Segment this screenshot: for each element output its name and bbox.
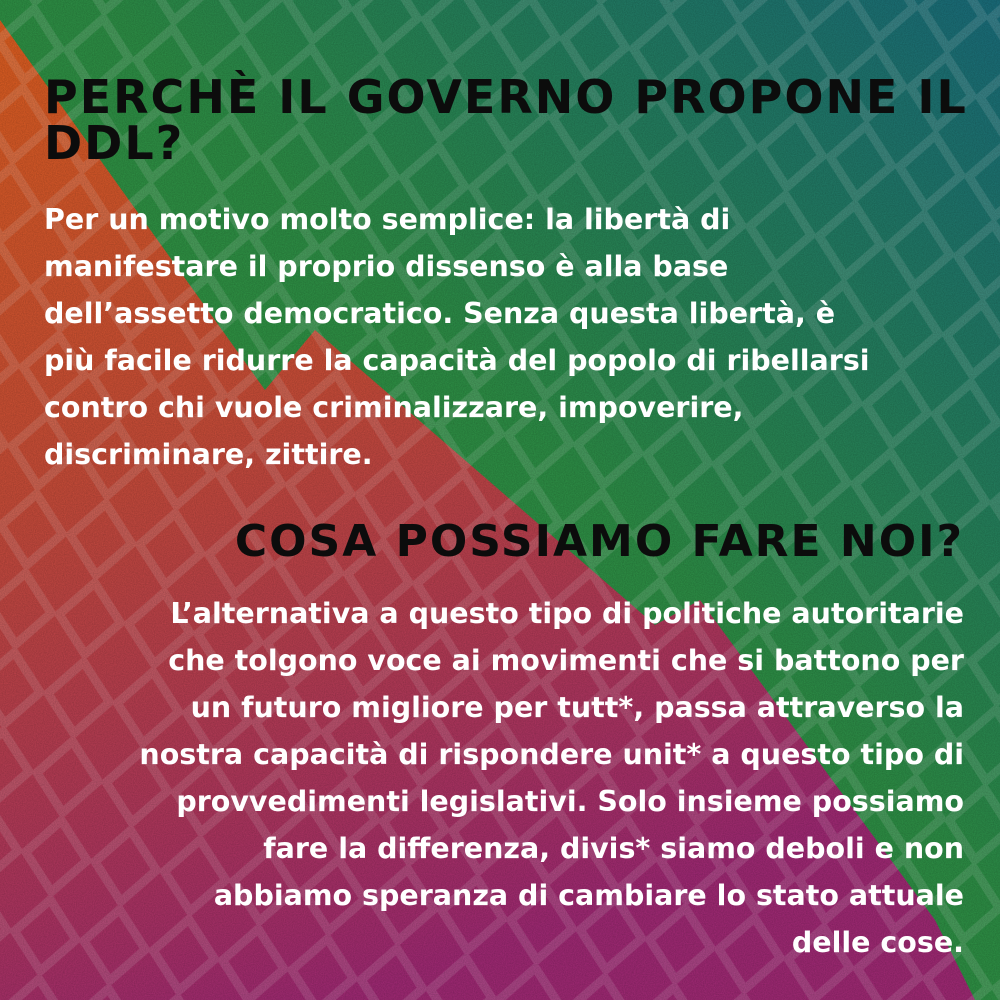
paragraph-line: più facile ridurre la capacità del popolo di ribellarsi bbox=[44, 344, 870, 377]
paragraph-line: abbiamo speranza di cambiare lo stato attuale bbox=[213, 879, 964, 912]
paragraph-line: discriminare, zittire. bbox=[44, 438, 373, 471]
heading-what-can-we-do: COSA POSSIAMO FARE NOI? bbox=[234, 516, 964, 567]
paragraph-line: provvedimenti legislativi. Solo insieme possiamo bbox=[176, 785, 964, 818]
heading-why-government bbox=[44, 70, 968, 170]
paragraph-line: un futuro migliore per tutt*, passa attraverso la bbox=[190, 691, 964, 724]
paragraph-why-government bbox=[44, 196, 984, 478]
paragraph-line: dell’assetto democratico. Senza questa libertà, è bbox=[44, 297, 836, 330]
paragraph-line: delle cose. bbox=[791, 926, 964, 959]
paragraph-line: che tolgono voce ai movimenti che si battono per bbox=[168, 644, 964, 677]
paragraph-line: fare la differenza, divis* siamo deboli e non bbox=[263, 832, 964, 865]
heading-line: DDL? bbox=[44, 116, 185, 170]
paragraph-line: L’alternativa a questo tipo di politiche autoritarie bbox=[170, 597, 964, 630]
paragraph-what-can-we-do bbox=[24, 590, 964, 966]
paragraph-line: manifestare il proprio dissenso è alla base bbox=[44, 250, 729, 283]
paragraph-line: nostra capacità di rispondere unit* a questo tipo di bbox=[139, 738, 964, 771]
paragraph-line: Per un motivo molto semplice: la libertà di bbox=[44, 203, 731, 236]
heading-line: PERCHÈ IL GOVERNO PROPONE IL bbox=[44, 70, 968, 124]
paragraph-line: contro chi vuole criminalizzare, impoverire, bbox=[44, 391, 744, 424]
